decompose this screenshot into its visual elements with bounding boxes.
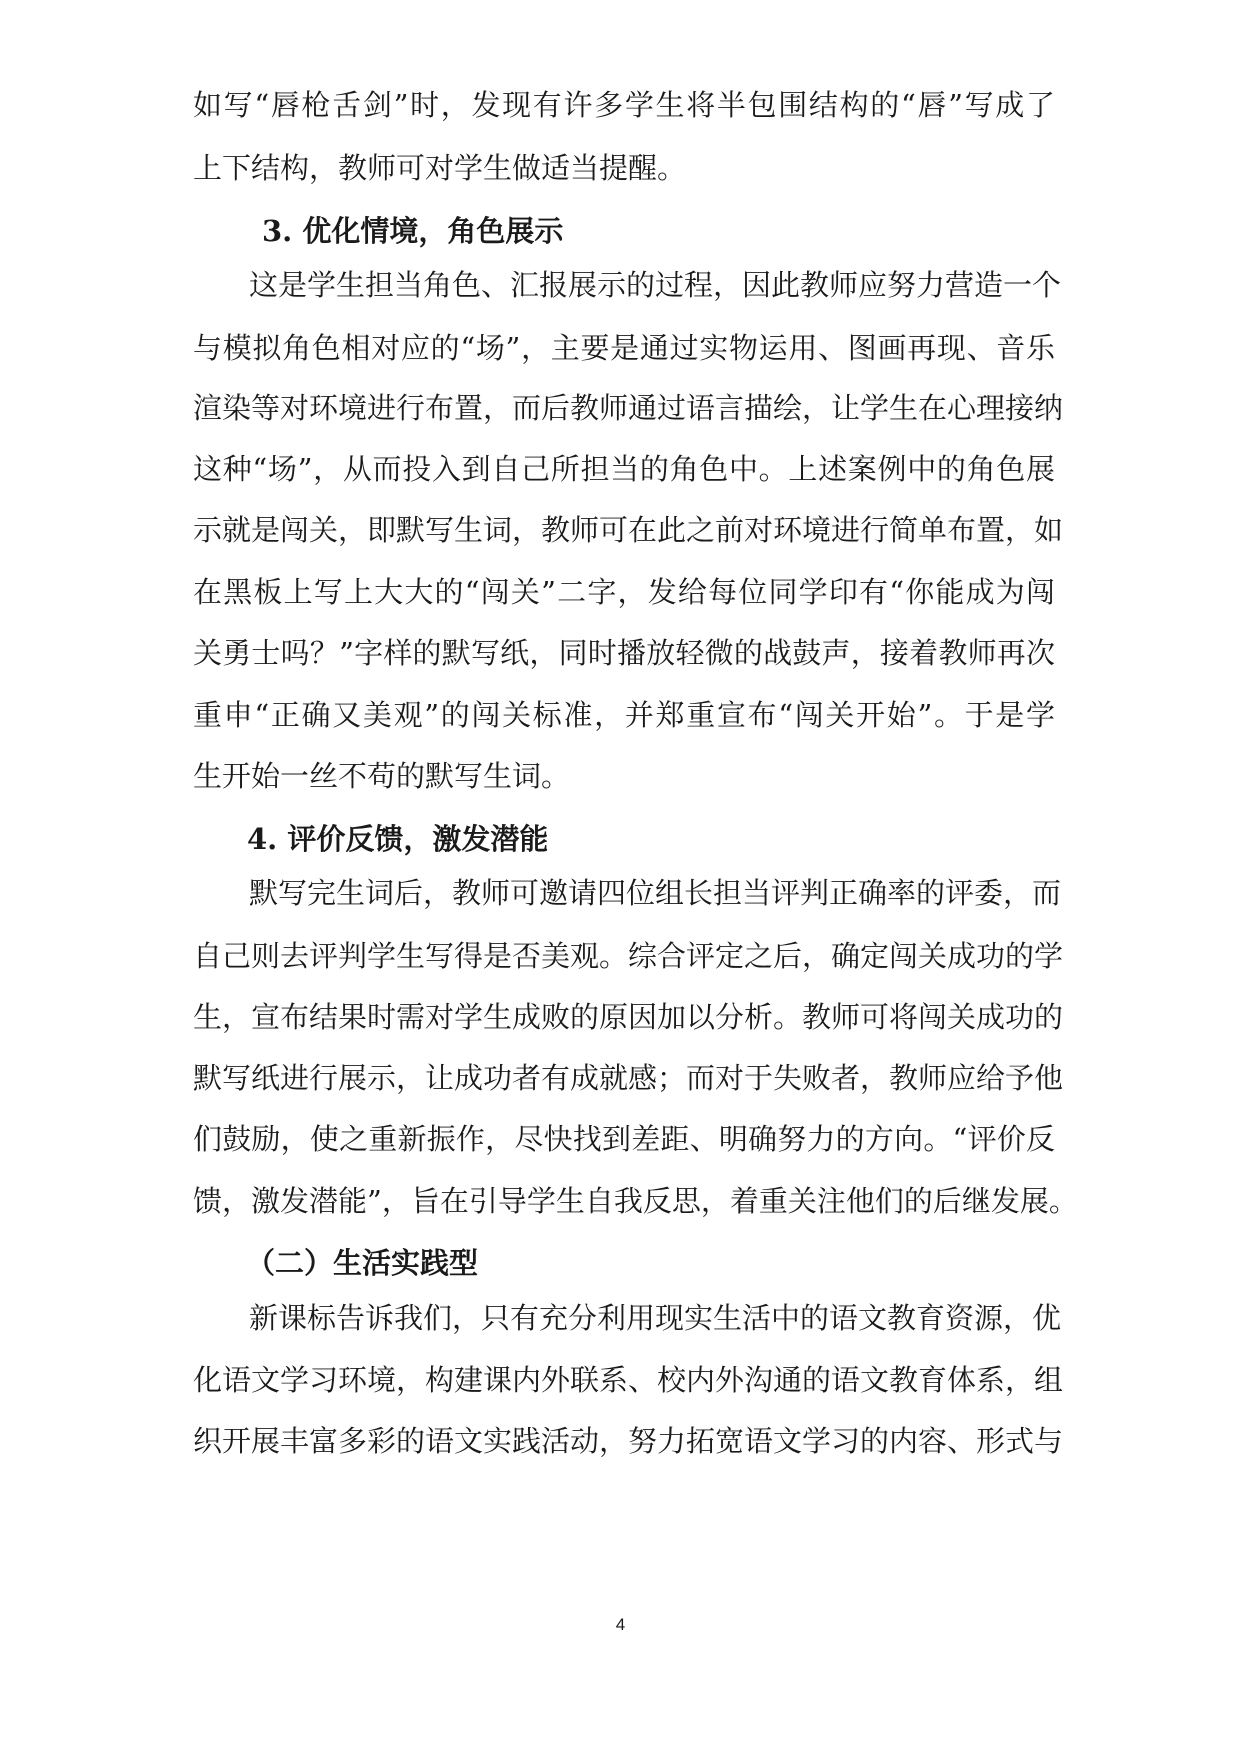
paragraph-line: 化语文学习环境，构建课内外联系、校内外沟通的语文教育体系，组 [193,1363,1064,1397]
paragraph-line: 渲染等对环境进行布置，而后教师通过语言描绘，让学生在心理接纳 [193,391,1064,425]
paragraph-line: 这是学生担当角色、汇报展示的过程，因此教师应努力营造一个 [249,268,1062,302]
paragraph-line: 在黑板上写上大大的“闯关”二字，发给每位同学印有“你能成为闯 [193,575,1055,609]
paragraph-line: 馈，激发潜能”，旨在引导学生自我反思，着重关注他们的后继发展。 [193,1184,1078,1218]
paragraph-line: 关勇士吗？”字样的默写纸，同时播放轻微的战鼓声，接着教师再次 [193,636,1055,670]
paragraph-line: 们鼓励，使之重新振作，尽快找到差距、明确努力的方向。“评价反 [193,1122,1055,1156]
paragraph-line: 自己则去评判学生写得是否美观。综合评定之后，确定闯关成功的学 [193,939,1064,973]
paragraph-line: 默写完生词后，教师可邀请四位组长担当评判正确率的评委，而 [249,876,1062,910]
paragraph-line: 生开始一丝不苟的默写生词。 [193,759,571,793]
paragraph-line: 织开展丰富多彩的语文实践活动，努力拓宽语文学习的内容、形式与 [193,1424,1064,1458]
paragraph-line: 示就是闯关，即默写生词，教师可在此之前对环境进行简单布置，如 [193,513,1064,547]
paragraph-line: 这种“场”，从而投入到自己所担当的角色中。上述案例中的角色展 [193,452,1055,486]
paragraph-line: 上下结构，教师可对学生做适当提醒。 [193,151,687,185]
paragraph-line: 如写“唇枪舌剑”时，发现有许多学生将半包围结构的“唇”写成了 [193,88,1055,122]
paragraph-line: 重申“正确又美观”的闯关标准，并郑重宣布“闯关开始”。于是学 [193,698,1055,732]
paragraph-line: 默写纸进行展示，让成功者有成就感；而对于失败者，教师应给予他 [193,1061,1064,1095]
paragraph-line: 生，宣布结果时需对学生成败的原因加以分析。教师可将闯关成功的 [193,1000,1064,1034]
section-heading-3: 3. 优化情境，角色展示 [262,214,564,248]
section-heading-4: 4. 评价反馈，激发潜能 [247,822,549,856]
section-heading-2: （二）生活实践型 [246,1246,479,1280]
paragraph-line: 与模拟角色相对应的“场”，主要是通过实物运用、图画再现、音乐 [193,331,1055,365]
page-number: 4 [615,1615,626,1634]
paragraph-line: 新课标告诉我们，只有充分利用现实生活中的语文教育资源，优 [249,1301,1062,1335]
